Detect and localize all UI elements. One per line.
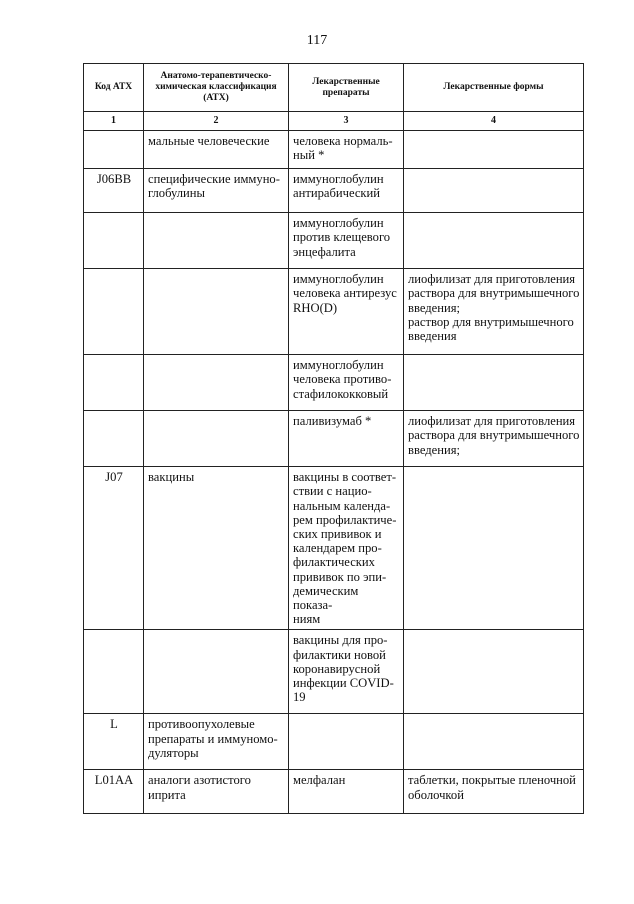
classification-cell: вакцины	[144, 467, 289, 630]
forms-cell	[404, 131, 584, 169]
classification-cell	[144, 630, 289, 714]
classification-cell: специфические иммуно- глобулины	[144, 169, 289, 213]
column-number: 4	[404, 112, 584, 131]
atx-code-cell	[84, 411, 144, 467]
header-row	[84, 64, 584, 112]
column-number-row	[84, 112, 584, 131]
classification-cell: противоопухолевые препараты и иммуномо- дуляторы	[144, 714, 289, 770]
drug-cell: иммуноглобулин против клещевого энцефалита	[289, 213, 404, 269]
forms-cell: лиофилизат для приготовления раствора для внутримышечного введения; раствор для внутримышечного введения	[404, 269, 584, 355]
classification-cell	[144, 269, 289, 355]
forms-cell	[404, 467, 584, 630]
forms-cell	[404, 169, 584, 213]
table-row	[84, 467, 584, 630]
atx-code-cell: L	[84, 714, 144, 770]
table-row	[84, 770, 584, 814]
drug-cell	[289, 714, 404, 770]
column-number: 3	[289, 112, 404, 131]
page-number: 117	[306, 33, 328, 48]
classification-cell	[144, 213, 289, 269]
atx-code-cell: J06BB	[84, 169, 144, 213]
drug-cell: иммуноглобулин человека противо- стафилококковый	[289, 355, 404, 411]
table-row	[84, 169, 584, 213]
atx-code-cell	[84, 131, 144, 169]
forms-cell: лиофилизат для приготовления раствора для внутримышечного введения;	[404, 411, 584, 467]
table-row	[84, 131, 584, 169]
drug-cell: вакцины для про- филактики новой коронавирусной инфекции COVID- 19	[289, 630, 404, 714]
column-number: 2	[144, 112, 289, 131]
forms-cell	[404, 630, 584, 714]
drug-cell: иммуноглобулин антирабический	[289, 169, 404, 213]
atx-code-cell	[84, 630, 144, 714]
forms-cell	[404, 714, 584, 770]
header-classification: Анатомо-терапевтическо-химическая классификация (АТХ)	[144, 64, 289, 112]
forms-cell	[404, 355, 584, 411]
classification-cell	[144, 411, 289, 467]
header-code: Код АТХ	[84, 64, 144, 112]
drug-cell: человека нормаль- ный *	[289, 131, 404, 169]
drug-cell: вакцины в соответ- ствии с нацио- нальным календа- рем профилактиче- ских прививок и календарем про- филактических прививок по эпи- демическим показа- ниям	[289, 467, 404, 630]
table-row	[84, 213, 584, 269]
forms-cell: таблетки, покрытые пленочной оболочкой	[404, 770, 584, 814]
atx-code-cell	[84, 213, 144, 269]
atx-code-cell: L01AA	[84, 770, 144, 814]
drug-cell: иммуноглобулин человека антирезус RHO(D)	[289, 269, 404, 355]
drug-cell: паливизумаб *	[289, 411, 404, 467]
classification-cell: мальные человеческие	[144, 131, 289, 169]
atx-code-cell: J07	[84, 467, 144, 630]
atx-drug-table	[83, 63, 584, 814]
header-drugs: Лекарственные препараты	[289, 64, 404, 112]
classification-cell: аналоги азотистого иприта	[144, 770, 289, 814]
table-row	[84, 411, 584, 467]
atx-code-cell	[84, 269, 144, 355]
table-row	[84, 355, 584, 411]
table-row	[84, 630, 584, 714]
table-row	[84, 714, 584, 770]
atx-code-cell	[84, 355, 144, 411]
column-number: 1	[84, 112, 144, 131]
header-forms: Лекарственные формы	[404, 64, 584, 112]
forms-cell	[404, 213, 584, 269]
drug-cell: мелфалан	[289, 770, 404, 814]
table-row	[84, 269, 584, 355]
classification-cell	[144, 355, 289, 411]
